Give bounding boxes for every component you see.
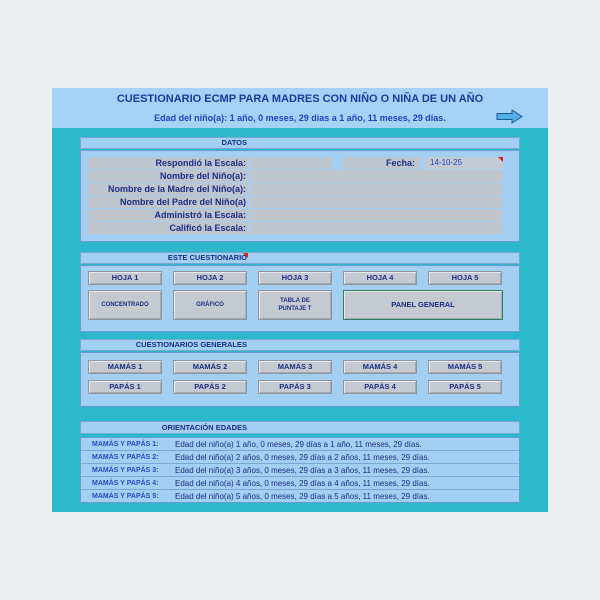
label-padre: Nombre del Padre del Niño(a) bbox=[88, 196, 248, 208]
header-banner bbox=[52, 88, 548, 128]
papas-4-button[interactable]: PAPÁS 4 bbox=[343, 380, 417, 394]
hoja-1-button[interactable]: HOJA 1 bbox=[88, 271, 162, 285]
hoja-3-button[interactable]: HOJA 3 bbox=[258, 271, 332, 285]
orientation-row bbox=[81, 438, 519, 451]
orientation-row-text: Edad del niño(a) 1 año, 0 meses, 29 días a 1 año, 11 meses, 29 días. bbox=[175, 440, 422, 449]
grafico-label: GRÁFICO bbox=[196, 302, 224, 308]
tabla-puntaje-t-button[interactable] bbox=[258, 290, 332, 320]
tabla-label-line1: TABLA DE bbox=[280, 298, 310, 304]
papas-5-button[interactable]: PAPÁS 5 bbox=[428, 380, 502, 394]
label-administro: Administró la Escala: bbox=[88, 209, 248, 221]
hoja-4-button[interactable]: HOJA 4 bbox=[343, 271, 417, 285]
orientation-row-text: Edad del niño(a) 2 años, 0 meses, 29 días a 2 años, 11 meses, 29 días. bbox=[175, 453, 430, 462]
questionnaire-sheet bbox=[52, 88, 548, 512]
concentrado-label: CONCENTRADO bbox=[101, 302, 149, 308]
tabla-label-line2: PUNTAJE T bbox=[278, 306, 312, 312]
orientation-row-text: Edad del niño(a) 4 años, 0 meses, 29 días a 4 años, 11 meses, 29 días. bbox=[175, 479, 430, 488]
panel-general-label: PANEL GENERAL bbox=[391, 300, 455, 309]
comment-indicator-icon bbox=[243, 253, 248, 258]
orientation-row-text: Edad del niño(a) 5 años, 0 meses, 29 días a 5 años, 11 meses, 29 días. bbox=[175, 492, 430, 501]
mamas-2-button[interactable]: MAMÁS 2 bbox=[173, 360, 247, 374]
hoja-5-button[interactable]: HOJA 5 bbox=[428, 271, 502, 285]
panel-general-button[interactable] bbox=[343, 290, 503, 320]
orientation-row-label: MAMÁS Y PAPÁS 4: bbox=[92, 480, 159, 487]
datos-panel bbox=[80, 150, 520, 242]
mamas-1-button[interactable]: MAMÁS 1 bbox=[88, 360, 162, 374]
orientation-row-text: Edad del niño(a) 3 años, 0 meses, 29 días a 3 años, 11 meses, 29 días. bbox=[175, 466, 430, 475]
orientation-row bbox=[81, 451, 519, 464]
concentrado-button[interactable] bbox=[88, 290, 162, 320]
orientation-row-label: MAMÁS Y PAPÁS 2: bbox=[92, 454, 159, 461]
papas-3-button[interactable]: PAPÁS 3 bbox=[258, 380, 332, 394]
fecha-value: 14-10-25 bbox=[430, 158, 463, 167]
grafico-button[interactable] bbox=[173, 290, 247, 320]
label-nino: Nombre del Niño(a): bbox=[88, 170, 248, 182]
mamas-4-button[interactable]: MAMÁS 4 bbox=[343, 360, 417, 374]
page-title: CUESTIONARIO ECMP PARA MADRES CON NIÑO O NIÑA DE UN AÑO bbox=[116, 93, 484, 105]
label-fecha: Fecha: bbox=[343, 157, 420, 169]
label-madre: Nombre de la Madre del Niño(a): bbox=[88, 183, 248, 195]
padre-name-field[interactable] bbox=[250, 196, 503, 208]
arrow-right-icon[interactable] bbox=[496, 109, 523, 124]
section-header-datos bbox=[80, 137, 520, 149]
nino-name-field[interactable] bbox=[250, 170, 503, 182]
papas-2-button[interactable]: PAPÁS 2 bbox=[173, 380, 247, 394]
age-range-subtitle: Edad del niño(a): 1 año, 0 meses, 29 días a 1 año, 11 meses, 29 días. bbox=[154, 113, 446, 123]
comment-indicator-icon bbox=[498, 157, 503, 162]
label-respondio: Respondió la Escala: bbox=[88, 157, 248, 169]
section-title-generales: CUESTIONARIOS GENERALES bbox=[135, 340, 247, 349]
label-califico: Calificó la Escala: bbox=[88, 222, 248, 234]
madre-name-field[interactable] bbox=[250, 183, 503, 195]
orientation-row bbox=[81, 490, 519, 503]
section-title-este-cuestionario: ESTE CUESTIONARIO bbox=[167, 253, 247, 262]
orientacion-panel bbox=[80, 437, 520, 503]
califico-field[interactable] bbox=[250, 222, 503, 234]
section-header-generales bbox=[80, 339, 520, 351]
section-title-orientacion: ORIENTACIÓN EDADES bbox=[161, 423, 247, 432]
orientation-row bbox=[81, 464, 519, 477]
generales-panel bbox=[80, 352, 520, 407]
orientation-row-label: MAMÁS Y PAPÁS 3: bbox=[92, 467, 159, 474]
respondio-field[interactable] bbox=[250, 157, 332, 169]
administro-field[interactable] bbox=[250, 209, 503, 221]
orientation-row-label: MAMÁS Y PAPÁS 1: bbox=[92, 441, 159, 448]
fecha-field[interactable] bbox=[425, 157, 503, 169]
section-title-datos: DATOS bbox=[221, 138, 247, 147]
hoja-2-button[interactable]: HOJA 2 bbox=[173, 271, 247, 285]
section-header-orientacion bbox=[80, 421, 520, 434]
section-header-este-cuestionario bbox=[80, 252, 520, 264]
papas-1-button[interactable]: PAPÁS 1 bbox=[88, 380, 162, 394]
mamas-5-button[interactable]: MAMÁS 5 bbox=[428, 360, 502, 374]
orientation-row bbox=[81, 477, 519, 490]
mamas-3-button[interactable]: MAMÁS 3 bbox=[258, 360, 332, 374]
orientation-row-label: MAMÁS Y PAPÁS 5: bbox=[92, 493, 159, 500]
este-cuestionario-panel bbox=[80, 265, 520, 332]
